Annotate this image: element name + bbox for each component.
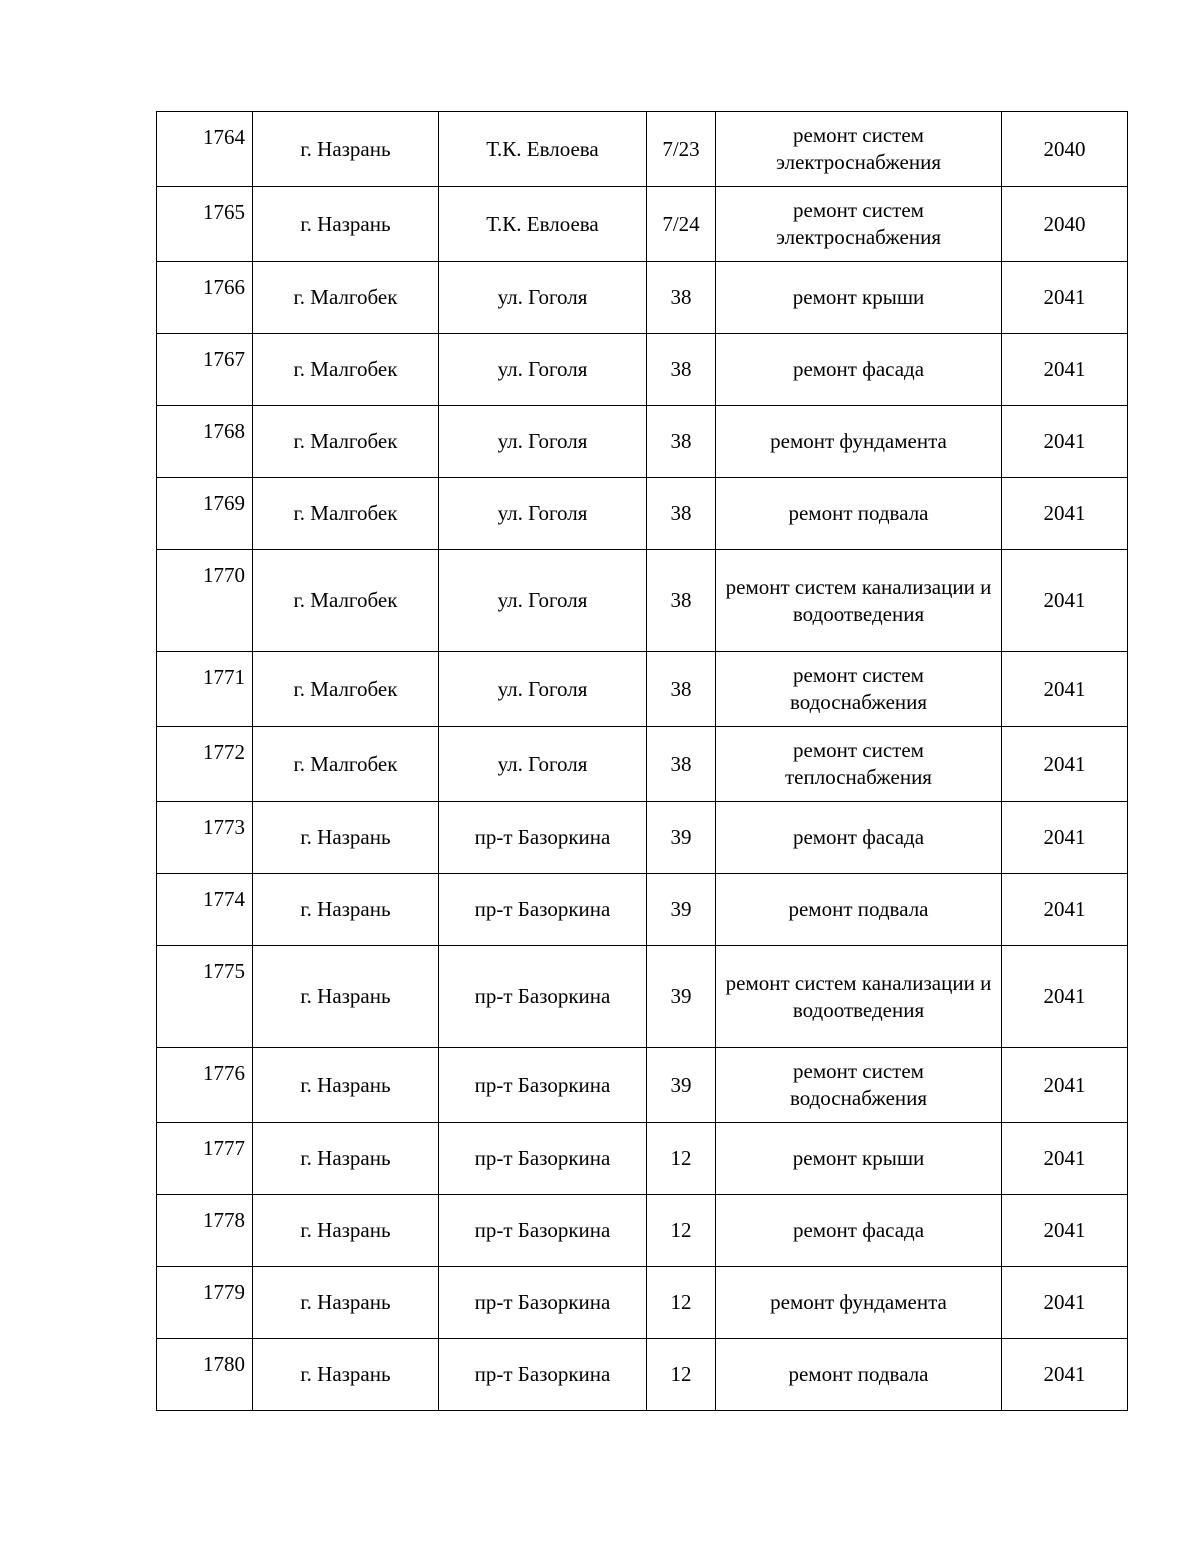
work-type-cell: ремонт фундамента [716, 406, 1002, 478]
work-type-cell: ремонт фасада [716, 334, 1002, 406]
row-number-cell: 1765 [157, 187, 253, 262]
street-cell: ул. Гоголя [439, 550, 647, 652]
year-cell: 2041 [1002, 1048, 1128, 1123]
city-cell: г. Малгобек [253, 652, 439, 727]
street-cell: ул. Гоголя [439, 262, 647, 334]
table-row [157, 478, 1128, 550]
house-number-cell: 7/23 [647, 112, 716, 187]
house-number-cell: 38 [647, 727, 716, 802]
row-number-cell: 1779 [157, 1267, 253, 1339]
work-type-cell: ремонт подвала [716, 874, 1002, 946]
house-number-cell: 38 [647, 550, 716, 652]
work-type-cell: ремонт подвала [716, 478, 1002, 550]
year-cell: 2041 [1002, 1267, 1128, 1339]
street-cell: пр-т Базоркина [439, 946, 647, 1048]
row-number-cell: 1766 [157, 262, 253, 334]
work-type-cell: ремонт фасада [716, 802, 1002, 874]
city-cell: г. Назрань [253, 1123, 439, 1195]
house-number-cell: 38 [647, 652, 716, 727]
work-type-cell: ремонт систем теплоснабжения [716, 727, 1002, 802]
row-number-cell: 1772 [157, 727, 253, 802]
city-cell: г. Малгобек [253, 727, 439, 802]
street-cell: пр-т Базоркина [439, 874, 647, 946]
street-cell: ул. Гоголя [439, 478, 647, 550]
street-cell: пр-т Базоркина [439, 1048, 647, 1123]
year-cell: 2041 [1002, 550, 1128, 652]
city-cell: г. Малгобек [253, 334, 439, 406]
house-number-cell: 12 [647, 1195, 716, 1267]
house-number-cell: 39 [647, 946, 716, 1048]
work-type-cell: ремонт систем канализации и водоотведения [716, 946, 1002, 1048]
table-row [157, 946, 1128, 1048]
table-row [157, 802, 1128, 874]
row-number-cell: 1769 [157, 478, 253, 550]
year-cell: 2040 [1002, 187, 1128, 262]
table-row [157, 874, 1128, 946]
row-number-cell: 1764 [157, 112, 253, 187]
row-number-cell: 1777 [157, 1123, 253, 1195]
house-number-cell: 39 [647, 874, 716, 946]
work-type-cell: ремонт систем электроснабжения [716, 112, 1002, 187]
house-number-cell: 38 [647, 406, 716, 478]
table-row [157, 1195, 1128, 1267]
row-number-cell: 1775 [157, 946, 253, 1048]
street-cell: ул. Гоголя [439, 406, 647, 478]
house-number-cell: 39 [647, 1048, 716, 1123]
row-number-cell: 1773 [157, 802, 253, 874]
table-row [157, 406, 1128, 478]
table-row [157, 1267, 1128, 1339]
work-type-cell: ремонт систем водоснабжения [716, 652, 1002, 727]
city-cell: г. Малгобек [253, 478, 439, 550]
work-type-cell: ремонт фасада [716, 1195, 1002, 1267]
street-cell: Т.К. Евлоева [439, 187, 647, 262]
city-cell: г. Назрань [253, 946, 439, 1048]
table-row [157, 1048, 1128, 1123]
city-cell: г. Малгобек [253, 550, 439, 652]
table-row [157, 187, 1128, 262]
year-cell: 2041 [1002, 334, 1128, 406]
street-cell: пр-т Базоркина [439, 1195, 647, 1267]
year-cell: 2040 [1002, 112, 1128, 187]
city-cell: г. Назрань [253, 874, 439, 946]
house-number-cell: 7/24 [647, 187, 716, 262]
city-cell: г. Назрань [253, 187, 439, 262]
city-cell: г. Назрань [253, 1267, 439, 1339]
table-row [157, 112, 1128, 187]
table-row [157, 1123, 1128, 1195]
row-number-cell: 1776 [157, 1048, 253, 1123]
table-row [157, 652, 1128, 727]
street-cell: пр-т Базоркина [439, 1123, 647, 1195]
row-number-cell: 1778 [157, 1195, 253, 1267]
house-number-cell: 38 [647, 478, 716, 550]
year-cell: 2041 [1002, 946, 1128, 1048]
house-number-cell: 12 [647, 1267, 716, 1339]
street-cell: пр-т Базоркина [439, 1339, 647, 1411]
street-cell: пр-т Базоркина [439, 802, 647, 874]
work-type-cell: ремонт крыши [716, 1123, 1002, 1195]
year-cell: 2041 [1002, 406, 1128, 478]
year-cell: 2041 [1002, 1123, 1128, 1195]
year-cell: 2041 [1002, 262, 1128, 334]
year-cell: 2041 [1002, 652, 1128, 727]
work-type-cell: ремонт подвала [716, 1339, 1002, 1411]
work-type-cell: ремонт крыши [716, 262, 1002, 334]
year-cell: 2041 [1002, 478, 1128, 550]
house-number-cell: 12 [647, 1123, 716, 1195]
house-number-cell: 38 [647, 262, 716, 334]
street-cell: пр-т Базоркина [439, 1267, 647, 1339]
row-number-cell: 1767 [157, 334, 253, 406]
table-row [157, 727, 1128, 802]
work-type-cell: ремонт систем водоснабжения [716, 1048, 1002, 1123]
city-cell: г. Малгобек [253, 406, 439, 478]
year-cell: 2041 [1002, 874, 1128, 946]
year-cell: 2041 [1002, 802, 1128, 874]
table-row [157, 334, 1128, 406]
row-number-cell: 1770 [157, 550, 253, 652]
street-cell: ул. Гоголя [439, 727, 647, 802]
table-row [157, 262, 1128, 334]
work-type-cell: ремонт систем канализации и водоотведения [716, 550, 1002, 652]
row-number-cell: 1771 [157, 652, 253, 727]
city-cell: г. Малгобек [253, 262, 439, 334]
house-number-cell: 39 [647, 802, 716, 874]
work-type-cell: ремонт систем электроснабжения [716, 187, 1002, 262]
row-number-cell: 1780 [157, 1339, 253, 1411]
street-cell: Т.К. Евлоева [439, 112, 647, 187]
street-cell: ул. Гоголя [439, 334, 647, 406]
street-cell: ул. Гоголя [439, 652, 647, 727]
year-cell: 2041 [1002, 727, 1128, 802]
city-cell: г. Назрань [253, 1195, 439, 1267]
table-body [157, 112, 1128, 1411]
city-cell: г. Назрань [253, 1048, 439, 1123]
year-cell: 2041 [1002, 1339, 1128, 1411]
row-number-cell: 1768 [157, 406, 253, 478]
city-cell: г. Назрань [253, 1339, 439, 1411]
row-number-cell: 1774 [157, 874, 253, 946]
table-row [157, 1339, 1128, 1411]
city-cell: г. Назрань [253, 112, 439, 187]
work-type-cell: ремонт фундамента [716, 1267, 1002, 1339]
repair-schedule-table [156, 111, 1128, 1411]
city-cell: г. Назрань [253, 802, 439, 874]
house-number-cell: 12 [647, 1339, 716, 1411]
table-row [157, 550, 1128, 652]
year-cell: 2041 [1002, 1195, 1128, 1267]
house-number-cell: 38 [647, 334, 716, 406]
